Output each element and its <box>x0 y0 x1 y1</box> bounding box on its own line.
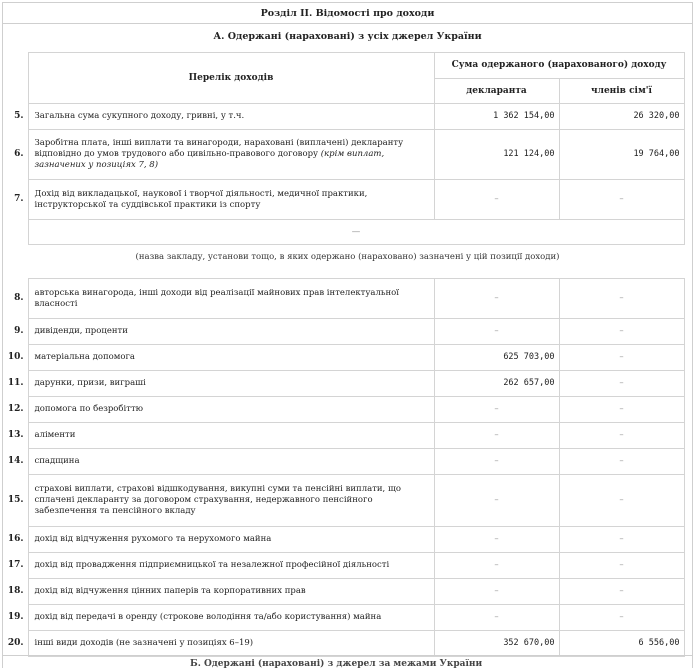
row-number: 17. <box>7 560 24 570</box>
place-note: (назва закладу, установи тощо, в яких одержано (нараховано) зазначені у цій позиції доходи) <box>135 252 560 262</box>
declarant-value: 1 362 154,00 <box>434 104 559 130</box>
declarant-value: – <box>434 605 559 631</box>
row-description: дохід від відчуження рухомого та нерухомого майна <box>28 527 434 553</box>
row-description: дарунки, призи, виграші <box>28 371 434 397</box>
declarant-value: – <box>434 475 559 527</box>
row-description: спадщина <box>28 449 434 475</box>
declarant-value: – <box>434 180 559 220</box>
declarant-value: 352 670,00 <box>434 631 559 657</box>
table-row <box>6 220 684 245</box>
family-value: – <box>559 397 684 423</box>
family-value: 6 556,00 <box>559 631 684 657</box>
table-row <box>6 279 684 319</box>
table-row <box>6 475 684 527</box>
table-row <box>6 449 684 475</box>
family-value: – <box>559 423 684 449</box>
table-row <box>6 631 684 657</box>
family-value: – <box>559 527 684 553</box>
row-description: Дохід від викладацької, наукової і творчої діяльності, медичної практики, інструкторської та суддівської практики із спорту <box>28 180 434 220</box>
row-number: 9. <box>14 326 24 336</box>
family-value: – <box>559 579 684 605</box>
declarant-value: 121 124,00 <box>434 130 559 180</box>
declarant-value: – <box>434 449 559 475</box>
header-family: членів сім'ї <box>559 79 684 104</box>
family-value: – <box>559 449 684 475</box>
family-value: – <box>559 475 684 527</box>
family-value: – <box>559 553 684 579</box>
row-description: Загальна сума сукупного доходу, гривні, у т.ч. <box>28 104 434 130</box>
row-number: 8. <box>14 293 24 303</box>
row-number: 15. <box>7 495 24 505</box>
row-number: 14. <box>7 456 24 466</box>
section-title: Розділ II. Відомості про доходи <box>2 2 693 24</box>
row-description: Заробітна плата, інші виплати та винагороди, нараховані (виплачені) декларанту відповідно до умов трудового або цивільно-правового договору (крім виплат, зазначених у позиціях 7, 8) <box>28 130 434 180</box>
row-description: аліменти <box>28 423 434 449</box>
table-row <box>6 553 684 579</box>
family-value: – <box>559 319 684 345</box>
table-row <box>6 371 684 397</box>
next-section-heading: Б. Одержані (нараховані) з джерел за межами України <box>190 659 483 669</box>
family-value: – <box>559 345 684 371</box>
declarant-value: – <box>434 527 559 553</box>
row-note: (крім виплат, зазначених у позиціях 7, 8) <box>34 149 385 170</box>
row-number: 10. <box>7 352 24 362</box>
family-value: – <box>559 279 684 319</box>
row-number: 7. <box>14 194 24 204</box>
family-value: 26 320,00 <box>559 104 684 130</box>
declarant-value: – <box>434 319 559 345</box>
table-row <box>6 423 684 449</box>
family-value: 19 764,00 <box>559 130 684 180</box>
row-description: авторська винагорода, інші доходи від реалізації майнових прав інтелектуальної власності <box>28 279 434 319</box>
row-description: дохід від відчуження цінних паперів та корпоративних прав <box>28 579 434 605</box>
declarant-value: – <box>434 553 559 579</box>
row-description: матеріальна допомога <box>28 345 434 371</box>
declarant-value: – <box>434 423 559 449</box>
row-number: 19. <box>7 612 24 622</box>
row-number: 5. <box>14 111 24 121</box>
table-row <box>6 579 684 605</box>
table-row <box>6 605 684 631</box>
row-description: інші види доходів (не зазначені у позиціях 6–19) <box>28 631 434 657</box>
table-row <box>6 319 684 345</box>
declarant-value: – <box>434 397 559 423</box>
family-value: – <box>559 605 684 631</box>
table-row <box>6 345 684 371</box>
row-number: 11. <box>7 378 24 388</box>
row-number: 13. <box>7 430 24 440</box>
table-row <box>6 527 684 553</box>
row-description: страхові виплати, страхові відшкодування, викупні суми та пенсійні виплати, що сплачені декларанту за договором страхування, недержавного пенсійного забезпечення та пенсійного вкладу <box>28 475 434 527</box>
header-sum: Сума одержаного (нарахованого) доходу <box>434 53 684 79</box>
row-number: 6. <box>14 149 24 159</box>
row-description: допомога по безробіттю <box>28 397 434 423</box>
table-row <box>6 130 684 180</box>
header-list: Перелік доходів <box>28 53 434 104</box>
row-description: дивіденди, проценти <box>28 319 434 345</box>
row-number: 12. <box>7 404 24 414</box>
row-description: дохід від провадження підприємницької та незалежної професійної діяльності <box>28 553 434 579</box>
income-table-lower <box>6 278 685 657</box>
table-row <box>6 397 684 423</box>
declarant-value: – <box>434 579 559 605</box>
row-number: 16. <box>7 534 24 544</box>
family-value: – <box>559 180 684 220</box>
declarant-value: – <box>434 279 559 319</box>
row-description: дохід від передачі в оренду (строкове володіння та/або користування) майна <box>28 605 434 631</box>
place-of-income: — <box>28 220 684 245</box>
header-declarant: декларанта <box>434 79 559 104</box>
declarant-value: 625 703,00 <box>434 345 559 371</box>
section-subtitle: А. Одержані (нараховані) з усіх джерел України <box>213 30 482 42</box>
table-row <box>6 180 684 220</box>
income-table-upper <box>6 52 685 245</box>
row-number: 20. <box>7 638 24 648</box>
bottom-divider <box>2 655 693 656</box>
declarant-value: 262 657,00 <box>434 371 559 397</box>
table-row <box>6 104 684 130</box>
row-number: 18. <box>7 586 24 596</box>
family-value: – <box>559 371 684 397</box>
